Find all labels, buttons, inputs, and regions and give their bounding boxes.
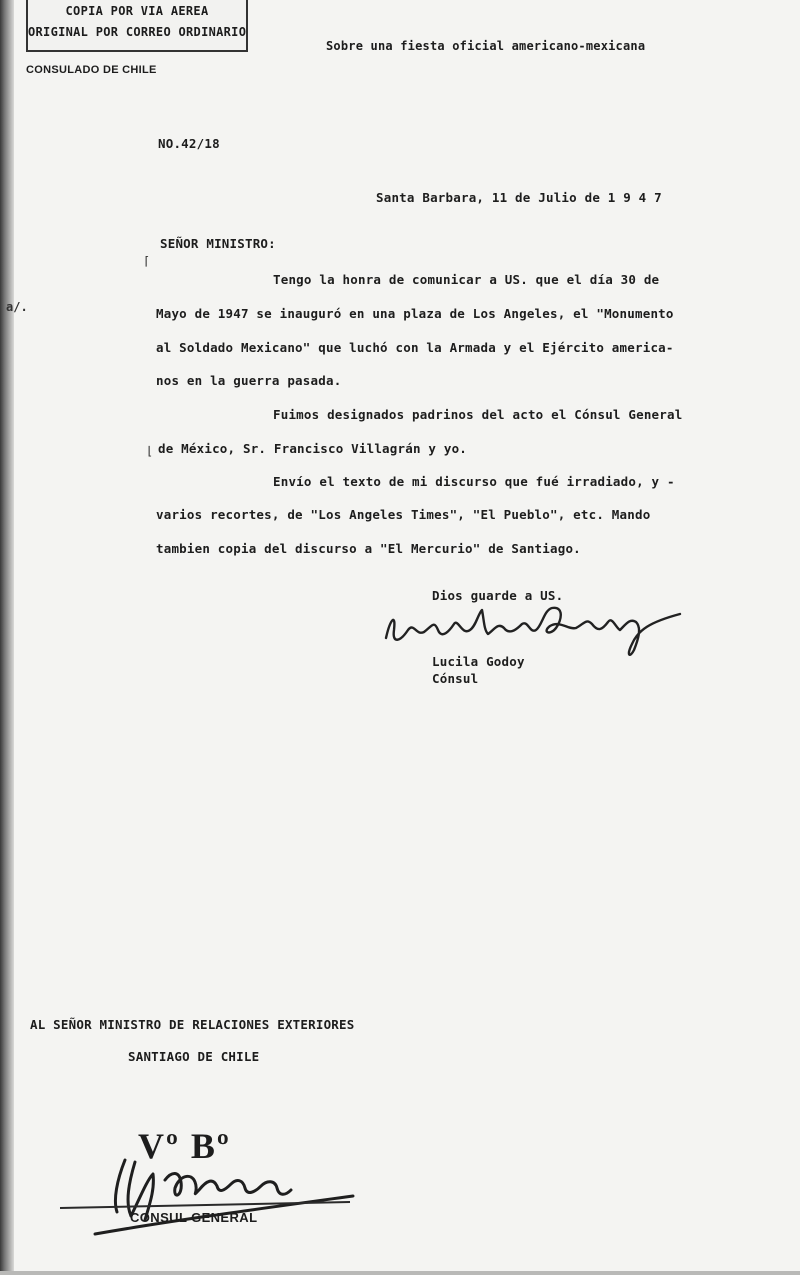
closing-line: Dios guarde a US. (432, 588, 564, 603)
airmail-stamp (26, 0, 248, 52)
margin-tick-2: ⌊ (146, 444, 154, 458)
body-line-4: nos en la guerra pasada. (156, 373, 342, 388)
reference-number: NO.42/18 (158, 136, 220, 151)
signatory-title: Cónsul (432, 671, 479, 686)
letterhead: CONSULADO DE CHILE (26, 64, 157, 76)
body-line-6: de México, Sr. Francisco Villagrán y yo. (158, 441, 468, 456)
consul-general-signature (95, 1150, 365, 1240)
body-line-2: Mayo de 1947 se inauguró en una plaza de Los Angeles, el "Monumento (156, 306, 674, 321)
body-line-3: al Soldado Mexicano" que luchó con la Armada y el Ejército america- (156, 340, 674, 355)
body-line-7: Envío el texto de mi discurso que fué irradiado, y - (273, 474, 675, 489)
recipient-line-2: SANTIAGO DE CHILE (128, 1049, 260, 1064)
salutation: SEÑOR MINISTRO: (160, 236, 276, 251)
body-line-1: Tengo la honra de comunicar a US. que el día 30 de (273, 272, 660, 287)
body-line-8: varios recortes, de "Los Angeles Times", "El Pueblo", etc. Mando (156, 507, 651, 522)
stamp-line-2: ORIGINAL POR CORREO ORDINARIO (28, 25, 247, 39)
visto-bueno-stamp: Vº Bº (138, 1126, 231, 1166)
margin-mark: a/. (6, 300, 28, 314)
stamp-line-1: COPIA POR VIA AEREA (65, 4, 209, 18)
recipient-line-1: AL SEÑOR MINISTRO DE RELACIONES EXTERIORES (30, 1017, 355, 1032)
scan-bottom-edge (0, 1271, 800, 1275)
margin-tick: ⌈ (143, 254, 151, 268)
scan-left-edge (0, 0, 14, 1275)
consul-general-label: CONSUL GENERAL (130, 1210, 258, 1225)
subject-line: Sobre una fiesta oficial americano-mexicana (326, 39, 646, 53)
body-line-9: tambien copia del discurso a "El Mercurio" de Santiago. (156, 541, 581, 556)
place-date: Santa Barbara, 11 de Julio de 1 9 4 7 (376, 190, 662, 205)
handwritten-signature (380, 600, 700, 660)
body-line-5: Fuimos designados padrinos del acto el Cónsul General (273, 407, 683, 422)
signatory-name: Lucila Godoy (432, 654, 525, 669)
